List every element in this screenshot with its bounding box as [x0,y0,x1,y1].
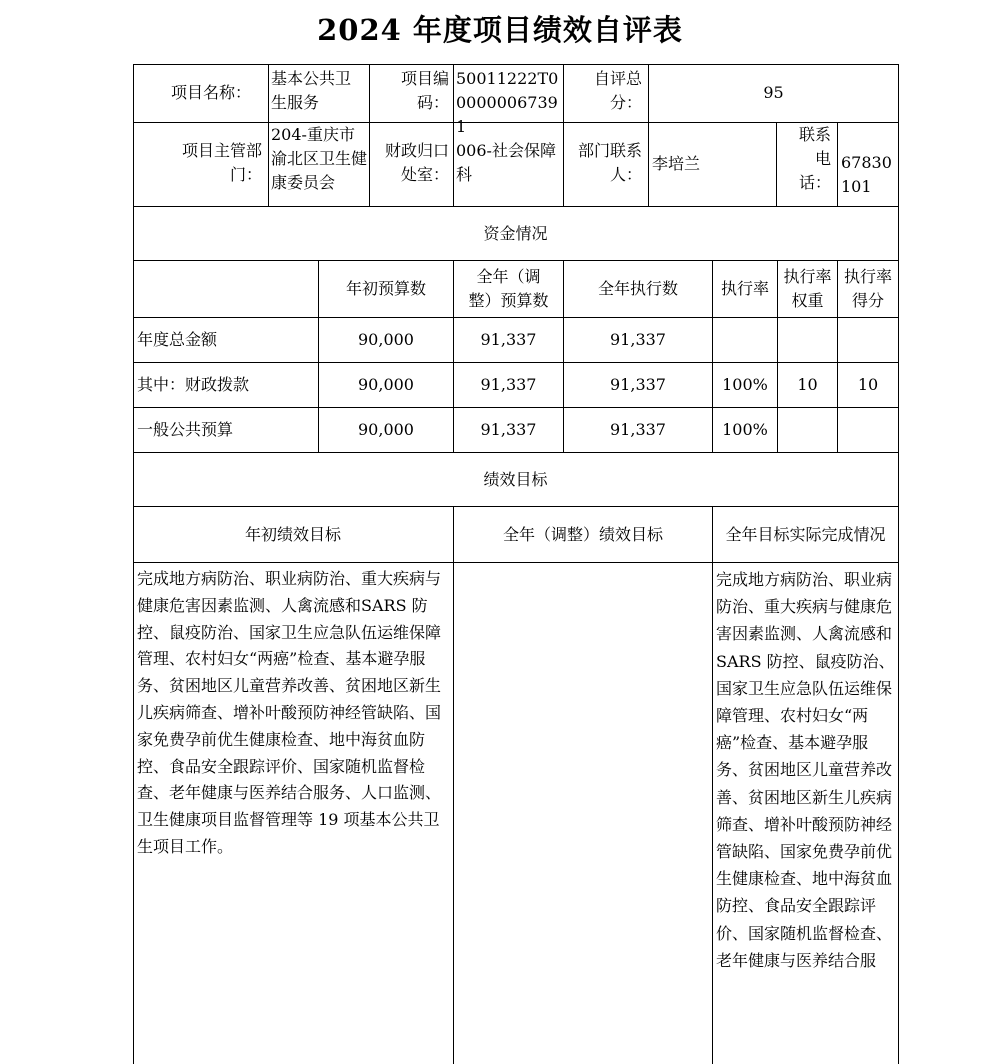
performance-header-actual: 全年目标实际完成情况 [725,524,886,544]
funding-cell-executed: 91,337 [610,330,666,349]
contact-label: 部门联系人： [577,141,642,184]
self-score-value: 95 [763,83,784,102]
funding-cell-score [838,318,898,362]
funding-cell-adjusted: 91,337 [480,375,537,394]
funding-header-score: 执行率得分 [843,267,892,310]
funding-header-initial: 年初预算数 [345,279,426,298]
funding-cell-initial: 90,000 [358,330,414,349]
phone-value: 67830101 [841,153,892,196]
funding-cell-score [838,408,898,452]
dept-label: 项目主管部门： [181,141,262,184]
funding-cell-initial: 90,000 [358,375,414,394]
project-name-value: 基本公共卫生服务 [271,69,352,112]
rule-v [453,506,454,1064]
funding-header-adjusted: 全年（调整）预算数 [468,267,549,310]
contact-value: 李培兰 [652,154,701,173]
rule-right [898,64,899,1064]
funding-header-executed: 全年执行数 [597,279,678,298]
finance-label: 财政归口处室： [384,141,449,184]
funding-cell-weight: 10 [797,375,818,394]
phone-label: 联系电话： [798,125,831,192]
funding-header-weight: 执行率权重 [783,267,832,310]
funding-cell-weight [778,408,837,452]
funding-section-title: 资金情况 [483,223,548,243]
evaluation-table [133,64,899,1064]
performance-initial-text: 完成地方病防治、职业病防治、重大疾病与健康危害因素监测、人禽流感和SARS 防控、鼠疫防治、国家卫生应急队伍运维保障管理、农村妇女“两癌”检查、基本避孕服务、贫困地区儿童营养改善、贫困地区新生儿疾病筛查、增补叶酸预防神经管缺陷、国家免费孕前优生健康检查、地中海贫血防控、食品安全跟踪评价、国家随机监督检查、老年健康与医养结合服务、人口监测、卫生健康项目监督管理等 19 项基本公共卫生项目工作。 [137,569,442,856]
performance-actual-text: 完成地方病防治、职业病防治、重大疾病与健康危害因素监测、人禽流感和 SARS 防控、鼠疫防治、国家卫生应急队伍运维保障管理、农村妇女“两癌”检查、基本避孕服务、贫困地区儿童营养改善、贫困地区新生儿疾病筛查、增补叶酸预防神经管缺陷、国家免费孕前优生健康检查、地中海贫血防控、食品安全跟踪评价、国家随机监督检查、老年健康与医养结合服 [716,570,895,970]
funding-cell-rate [713,318,777,362]
performance-section-title: 绩效目标 [483,469,548,489]
project-code-label: 项目编码： [400,69,449,112]
project-name-label: 项目名称： [171,83,252,102]
performance-header-adjusted: 全年（调整）绩效目标 [502,524,663,544]
funding-cell-initial: 90,000 [358,420,414,439]
finance-value: 006-社会保障科 [456,141,556,184]
funding-row-label: 其中：财政拨款 [137,375,250,394]
self-score-label: 自评总分： [593,69,642,112]
page-title: 2024 年度项目绩效自评表 [317,13,683,47]
funding-header-rate: 执行率 [720,279,769,298]
funding-cell-weight [778,318,837,362]
funding-cell-adjusted: 91,337 [480,420,537,439]
funding-cell-rate: 100% [722,420,768,439]
funding-cell-rate: 100% [722,375,768,394]
rule-r9 [133,562,899,563]
dept-value: 204-重庆市渝北区卫生健康委员会 [271,125,368,192]
rule-v [712,506,713,1064]
performance-header-initial: 年初绩效目标 [244,524,341,544]
funding-row-label: 年度总金额 [137,330,218,349]
funding-row-label: 一般公共预算 [137,420,234,439]
project-code-value: 50011222T000000067391 [456,69,559,136]
funding-cell-executed: 91,337 [610,375,666,394]
funding-cell-adjusted: 91,337 [480,330,537,349]
funding-cell-score: 10 [857,375,879,394]
funding-cell-executed: 91,337 [610,420,666,439]
